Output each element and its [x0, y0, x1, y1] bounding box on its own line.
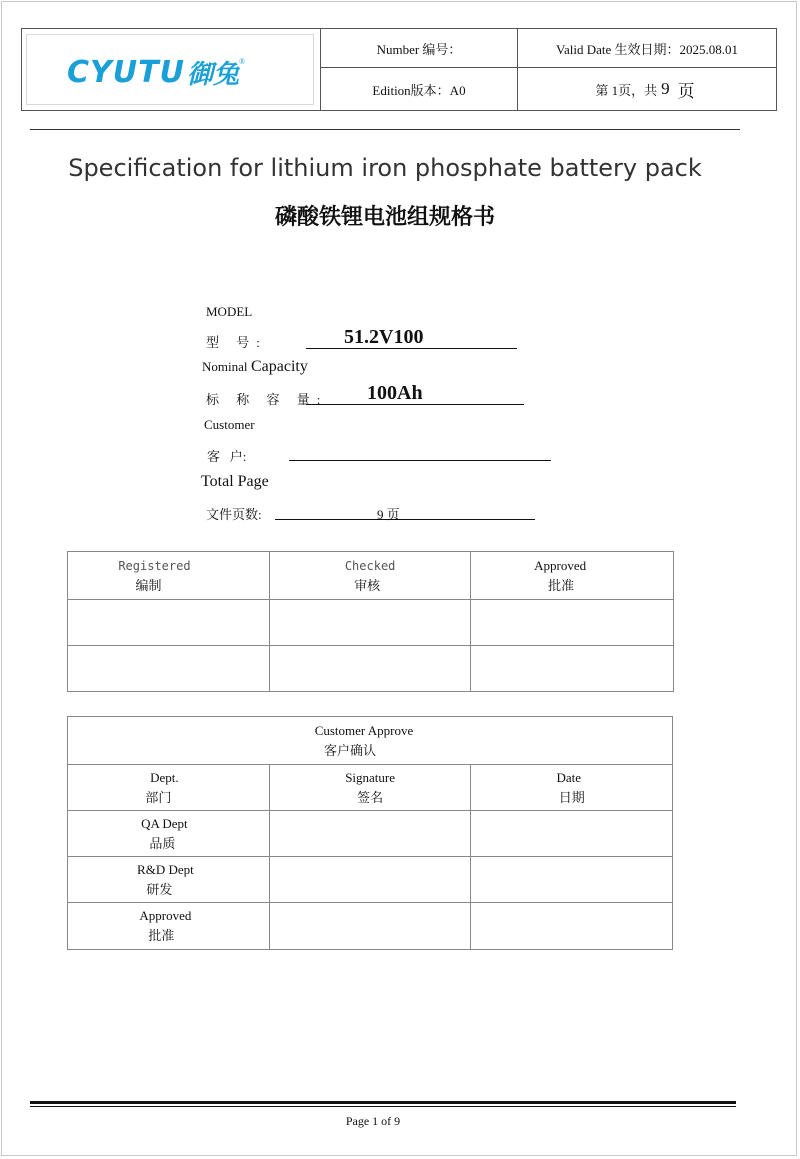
customer-approve-table	[67, 716, 673, 950]
nominal-word: Nominal	[202, 359, 248, 374]
page-total: 9	[661, 79, 670, 98]
model-label-cn: 型 号:	[206, 335, 267, 350]
approved-header	[471, 552, 674, 600]
date-cell[interactable]	[471, 857, 673, 903]
customer-approve-title-row	[68, 717, 673, 765]
customer-approve-en: Customer Approve	[314, 722, 414, 738]
total-page-underline	[275, 499, 535, 520]
table-row	[68, 857, 673, 903]
checked-cn: 审核	[354, 577, 381, 593]
customer-label-en: Customer	[204, 417, 255, 432]
customer-label-cn: 客 户:	[207, 449, 247, 464]
sign-off-header-row	[68, 552, 674, 600]
customer-approve-title	[68, 717, 673, 765]
number-cell	[321, 29, 518, 68]
dept-en: Dept.	[150, 769, 179, 785]
dept-cn: 部门	[145, 789, 172, 805]
total-page-label-en: Total Page	[201, 473, 269, 490]
date-cn: 日期	[558, 789, 585, 805]
dept-name-cn: 品质	[149, 835, 176, 851]
total-page-value: 9 页	[377, 507, 400, 522]
logo-chinese: 御兔	[186, 59, 239, 90]
page-suffix: 页	[677, 81, 695, 101]
company-logo	[67, 55, 245, 89]
edition: Edition版本：A0	[372, 82, 466, 98]
title-english: Specification for lithium iron phosphate battery pack	[68, 154, 702, 182]
dept-cell	[68, 857, 270, 903]
valid-date-cell	[518, 29, 776, 68]
footer-page-number: Page 1 of 9	[345, 1114, 401, 1128]
dept-name-en: Approved	[139, 908, 192, 923]
footer-rule-thin	[30, 1106, 736, 1107]
signature-cn: 签名	[357, 789, 384, 805]
dept-cell	[68, 903, 270, 950]
approved-en: Approved	[534, 557, 587, 573]
sign-off-row	[68, 646, 674, 692]
footer-rule-thick	[30, 1101, 736, 1104]
checked-header	[269, 552, 470, 600]
checked-en: Checked	[344, 558, 396, 573]
logo-wordmark: CYUTU	[67, 54, 185, 90]
document-header	[21, 28, 777, 111]
customer-approve-cn: 客户确认	[323, 742, 376, 758]
nominal-capacity-label	[202, 358, 308, 376]
page-count-cell	[518, 68, 776, 110]
dept-name-cn: 批准	[148, 928, 175, 943]
registered-date-cell[interactable]	[68, 646, 270, 692]
capacity-label-cn: 标 称 容 量:	[206, 392, 328, 407]
signature-cell[interactable]	[269, 857, 471, 903]
approved-sign-cell[interactable]	[471, 600, 674, 646]
signature-en: Signature	[345, 769, 396, 785]
dept-name-en: QA Dept	[141, 815, 188, 831]
date-en: Date	[556, 769, 581, 785]
approved-date-cell[interactable]	[471, 646, 674, 692]
registered-mark: ®	[238, 57, 246, 66]
logo-cell	[22, 29, 321, 110]
model-value: 51.2V100	[344, 326, 424, 348]
date-header	[471, 765, 673, 811]
model-label-en: MODEL	[206, 304, 253, 319]
total-page-label-cn: 文件页数:	[206, 507, 262, 522]
date-cell[interactable]	[471, 903, 673, 950]
signature-header	[269, 765, 471, 811]
page-prefix: 第 1页，共	[595, 82, 658, 98]
table-row	[68, 811, 673, 857]
customer-underline	[289, 440, 551, 461]
registered-sign-cell[interactable]	[68, 600, 270, 646]
valid-date: Valid Date 生效日期：2025.08.01	[556, 41, 738, 57]
registered-en: Registered	[118, 558, 191, 573]
date-cell[interactable]	[471, 811, 673, 857]
dept-name-en: R&D Dept	[137, 861, 194, 877]
header-rule	[30, 129, 740, 130]
capacity-word: Capacity	[251, 358, 308, 375]
registered-header	[68, 552, 270, 600]
approved-cn: 批准	[548, 577, 575, 593]
capacity-value: 100Ah	[367, 382, 423, 404]
signature-cell[interactable]	[269, 811, 471, 857]
customer-approve-header-row	[68, 765, 673, 811]
logo-box	[26, 34, 314, 105]
number-label: Number 编号：	[376, 41, 462, 57]
signature-cell[interactable]	[269, 903, 471, 950]
title-chinese: 磷酸铁锂电池组规格书	[274, 205, 495, 230]
dept-cell	[68, 811, 270, 857]
table-row	[68, 903, 673, 950]
registered-cn: 编制	[135, 577, 162, 593]
checked-date-cell[interactable]	[269, 646, 470, 692]
sign-off-table	[67, 551, 674, 692]
sign-off-row	[68, 600, 674, 646]
checked-sign-cell[interactable]	[269, 600, 470, 646]
dept-name-cn: 研发	[146, 881, 173, 897]
dept-header	[68, 765, 270, 811]
edition-cell	[321, 68, 518, 110]
